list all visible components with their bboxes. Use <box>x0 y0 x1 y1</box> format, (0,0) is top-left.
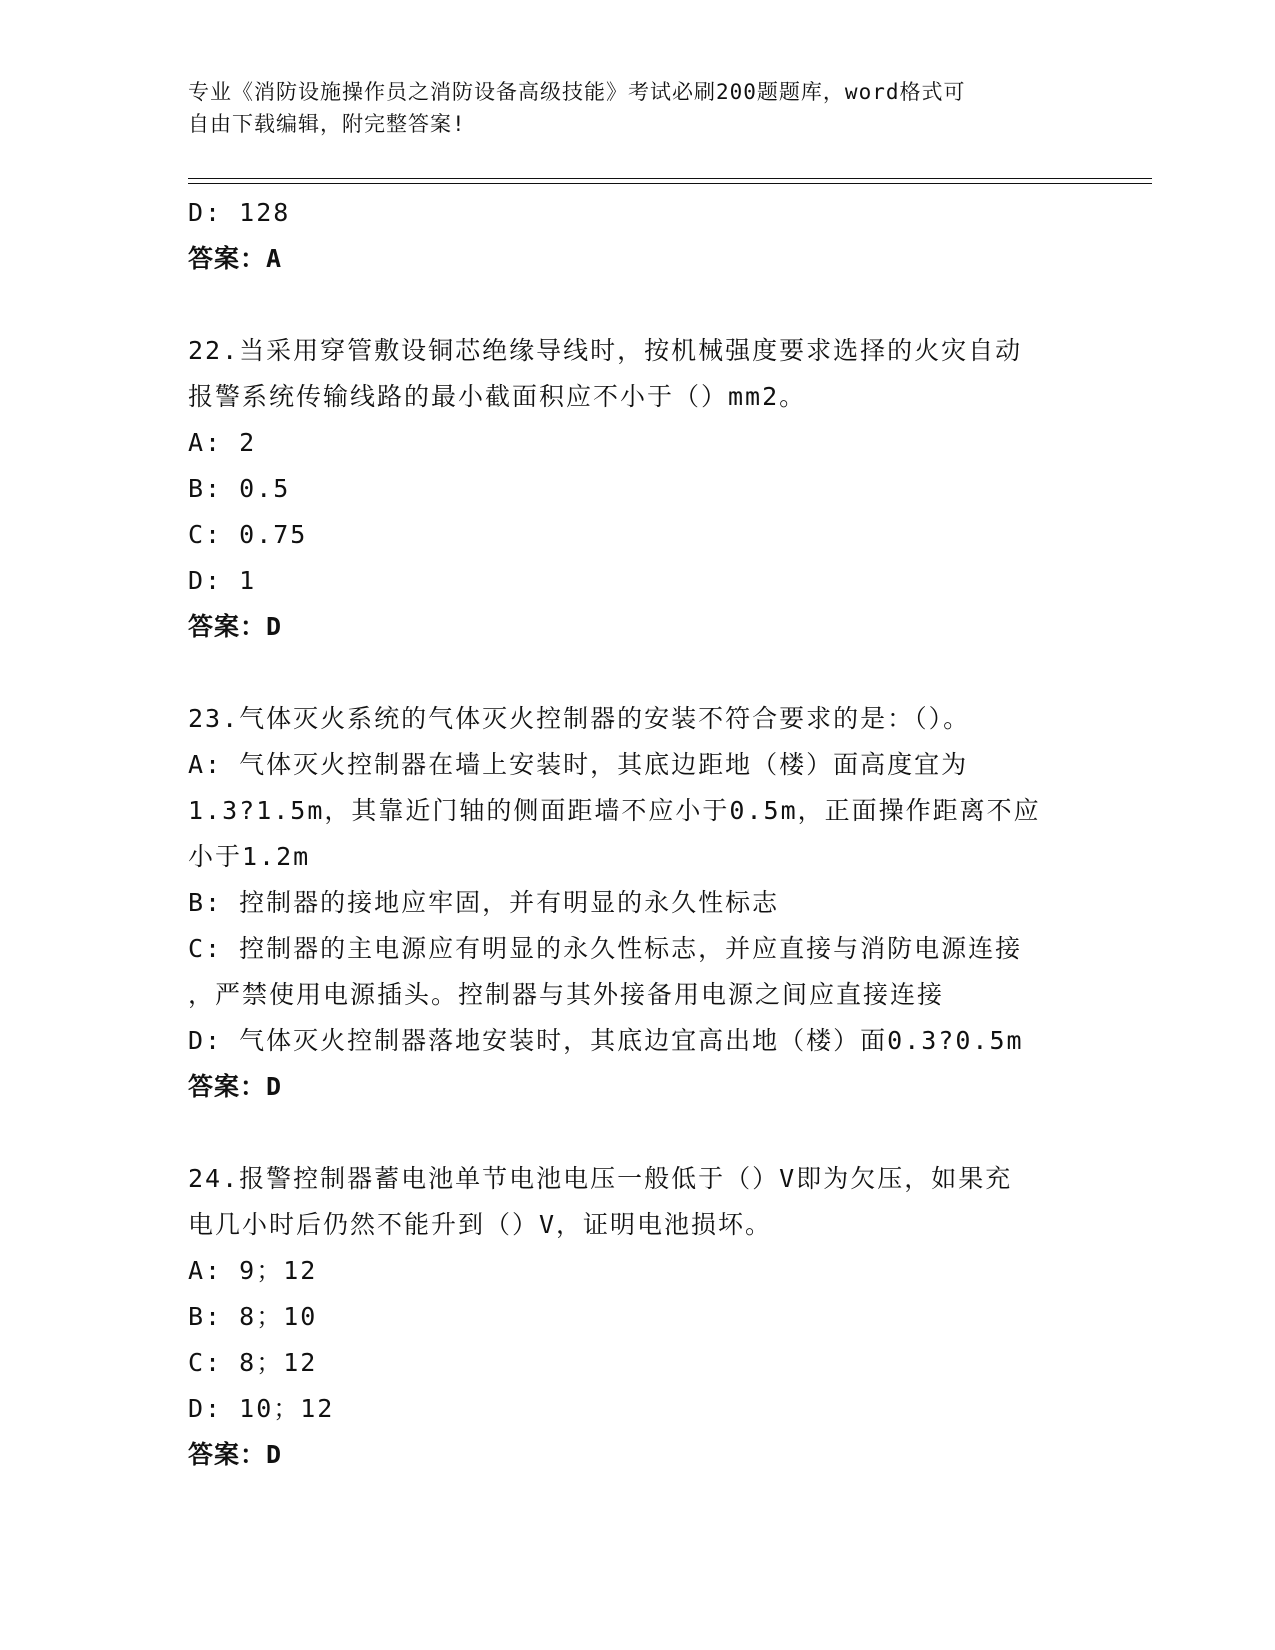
option-c-continuation: ，严禁使用电源插头。控制器与其外接备用电源之间应直接连接 <box>188 980 945 1009</box>
option-c: C: 0.75 <box>188 520 308 549</box>
spacer <box>188 1110 1088 1156</box>
option-d: D: 10；12 <box>188 1394 335 1423</box>
header-divider-top <box>188 178 1152 179</box>
question-23 <box>188 696 1088 1110</box>
question-stem-line: 电几小时后仍然不能升到（）V，证明电池损坏。 <box>188 1210 773 1239</box>
option-d: D: 气体灭火控制器落地安装时，其底边宜高出地（楼）面0.3?0.5m <box>188 1026 1024 1055</box>
question-24 <box>188 1156 1088 1478</box>
question-stem-line: 报警系统传输线路的最小截面积应不小于（）mm2。 <box>188 382 807 411</box>
option-a: A: 9；12 <box>188 1256 318 1285</box>
question-stem-line: 22.当采用穿管敷设铜芯绝缘导线时，按机械强度要求选择的火灾自动 <box>188 336 1023 365</box>
spacer <box>188 282 1088 328</box>
question-stem-line: 23.气体灭火系统的气体灭火控制器的安装不符合要求的是：（）。 <box>188 704 971 733</box>
question-stem-line: 24.报警控制器蓄电池单节电池电压一般低于（）V即为欠压，如果充 <box>188 1164 1013 1193</box>
option-a-continuation: 小于1.2m <box>188 842 311 871</box>
answer-label: 答案：A <box>188 244 283 273</box>
option-a-continuation: 1.3?1.5m，其靠近门轴的侧面距墙不应小于0.5m，正面操作距离不应 <box>188 796 1041 825</box>
answer-label: 答案：D <box>188 1440 283 1469</box>
answer-label: 答案：D <box>188 612 283 641</box>
option-c: C: 控制器的主电源应有明显的永久性标志，并应直接与消防电源连接 <box>188 934 1023 963</box>
option-a: A: 2 <box>188 428 257 457</box>
header-line-2: 自由下载编辑，附完整答案! <box>188 112 466 136</box>
question-list <box>188 190 1088 1478</box>
answer-label: 答案：D <box>188 1072 283 1101</box>
question-22 <box>188 328 1088 650</box>
option-b: B: 控制器的接地应牢固，并有明显的永久性标志 <box>188 888 780 917</box>
option-c: C: 8；12 <box>188 1348 318 1377</box>
page-header <box>188 76 1088 140</box>
option-a: A: 气体灭火控制器在墙上安装时，其底边距地（楼）面高度宜为 <box>188 750 969 779</box>
header-line-1: 专业《消防设施操作员之消防设备高级技能》考试必刷200题题库，word格式可 <box>188 80 966 104</box>
option-d: D: 1 <box>188 566 257 595</box>
option-b: B: 0.5 <box>188 474 291 503</box>
previous-question-tail <box>188 190 1088 282</box>
spacer <box>188 650 1088 696</box>
option-d: D: 128 <box>188 198 291 227</box>
header-divider-bottom <box>188 183 1152 184</box>
option-b: B: 8；10 <box>188 1302 318 1331</box>
